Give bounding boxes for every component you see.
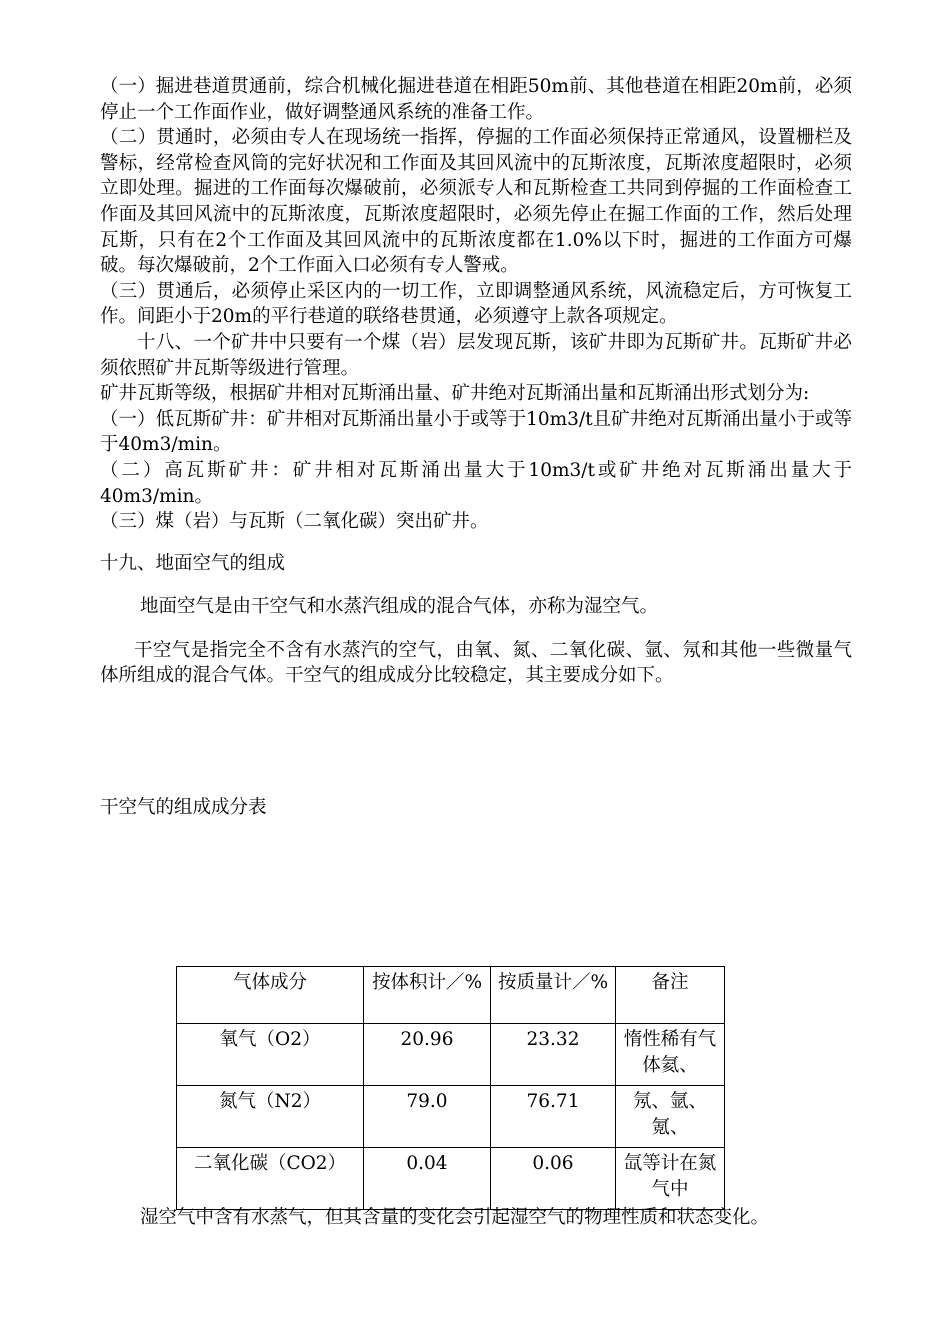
header-gas: 气体成分 <box>177 967 364 1024</box>
paragraph-before-breakthrough: （一）掘进巷道贯通前，综合机械化掘进巷道在相距50m前、其他巷道在相距20m前，必须停止一个工作面作业，做好调整通风系统的准备工作。 <box>100 76 852 123</box>
header-remarks: 备注 <box>616 967 725 1024</box>
grade-outburst: （三）煤（岩）与瓦斯（二氧化碳）突出矿井。 <box>100 511 489 533</box>
cell-volume: 20.96 <box>364 1024 491 1086</box>
header-mass: 按质量计／% <box>491 967 616 1024</box>
cell-volume: 0.04 <box>364 1148 491 1210</box>
header-volume: 按体积计／% <box>364 967 491 1024</box>
table-header-row <box>177 967 725 1024</box>
cell-gas: 氮气（N2） <box>177 1086 364 1148</box>
cell-mass: 76.71 <box>491 1086 616 1148</box>
paragraph-after-breakthrough: （三）贯通后，必须停止采区内的一切工作，立即调整通风系统，风流稳定后，方可恢复工作。间距小于20m的平行巷道的联络巷贯通，必须遵守上款各项规定。 <box>100 280 852 328</box>
cell-mass: 23.32 <box>491 1024 616 1086</box>
table-row <box>177 1148 725 1210</box>
table-row <box>177 1086 725 1148</box>
section-18-intro: 十八、一个矿井中只要有一个煤（岩）层发现瓦斯，该矿井即为瓦斯矿井。瓦斯矿井必须依照矿井瓦斯等级进行管理。 <box>100 331 852 379</box>
cell-remarks: 氙等计在氮气中 <box>616 1148 725 1210</box>
section-19-paragraph-1: 地面空气是由干空气和水蒸汽组成的混合气体，亦称为湿空气。 <box>140 596 659 618</box>
cell-remarks: 氖、氩、氪、 <box>616 1086 725 1148</box>
cell-gas: 氧气（O2） <box>177 1024 364 1086</box>
cell-volume: 79.0 <box>364 1086 491 1148</box>
cell-mass: 0.06 <box>491 1148 616 1210</box>
section-19-paragraph-2: 干空气是指完全不含有水蒸汽的空气，由氧、氮、二氧化碳、氩、氖和其他一些微量气体所组成的混合气体。干空气的组成成分比较稳定，其主要成分如下。 <box>100 639 852 687</box>
grade-low-gas: （一）低瓦斯矿井：矿井相对瓦斯涌出量小于或等于10m3/t且矿井绝对瓦斯涌出量小于或等于40m3/min。 <box>100 408 852 456</box>
table-row <box>177 1024 725 1086</box>
closing-section <box>100 1205 852 1231</box>
document-body <box>100 74 852 821</box>
paragraph-during-breakthrough: （二）贯通时，必须由专人在现场统一指挥，停掘的工作面必须保持正常通风，设置栅栏及警标，经常检查风筒的完好状况和工作面及其回风流中的瓦斯浓度，瓦斯浓度超限时，必须立即处理。掘进的工作面每次爆破前，必须派专人和瓦斯检查工共同到停掘的工作面检查工作面及其回风流中的瓦斯浓度，瓦斯浓度超限时，必须先停止在掘工作面的工作，然后处理瓦斯，只有在2个工作面及其回风流中的瓦斯浓度都在1.0%以下时，掘进的工作面方可爆破。每次爆破前，2个工作面入口必须有专人警戒。 <box>100 127 852 277</box>
dry-air-composition-table <box>176 966 725 1210</box>
table-caption: 干空气的组成成分表 <box>100 797 267 819</box>
section-19-heading: 十九、地面空气的组成 <box>100 552 286 574</box>
section-18-grading: 矿井瓦斯等级，根据矿井相对瓦斯涌出量、矿井绝对瓦斯涌出量和瓦斯涌出形式划分为: <box>100 383 810 405</box>
closing-paragraph: 湿空气中含有水蒸气，但其含量的变化会引起湿空气的物理性质和状态变化。 <box>140 1207 770 1228</box>
cell-remarks: 惰性稀有气体氦、 <box>616 1024 725 1086</box>
cell-gas: 二氧化碳（CO2） <box>177 1148 364 1210</box>
grade-high-gas: （二）高瓦斯矿井：矿井相对瓦斯涌出量大于10m3/t或矿井绝对瓦斯涌出量大于40m3/min。 <box>100 459 852 507</box>
